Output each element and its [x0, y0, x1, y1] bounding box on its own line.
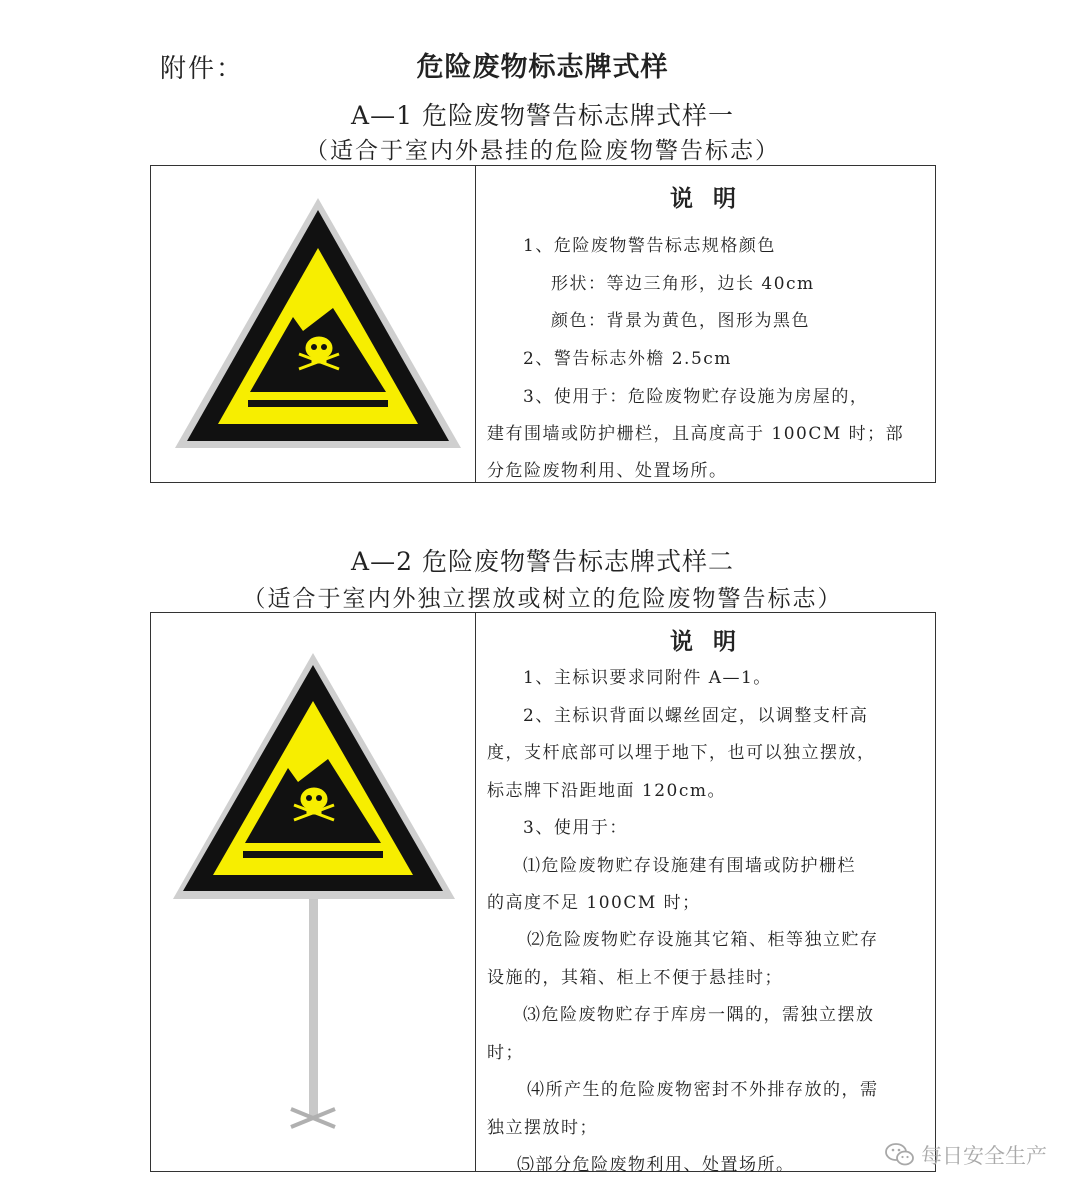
section2-line-3: 度，支杆底部可以埋于地下，也可以独立摆放， [487, 743, 876, 763]
section2-line-9: 设施的，其箱、柜上不便于悬挂时； [487, 968, 783, 988]
attachment-label: 附件： [160, 54, 245, 84]
section2-line-11: 时； [487, 1043, 524, 1063]
section1-line-5: 3、使用于：危险废物贮存设施为房屋的， [523, 387, 869, 407]
section2-line-1: 1、主标识要求同附件 A—1。 [523, 668, 772, 688]
watermark-text: 每日安全生产 [921, 1144, 1047, 1168]
section2-table [150, 612, 936, 1175]
section1-line-2: 形状：等边三角形，边长 40cm [551, 274, 815, 294]
section2-line-13: 独立摆放时； [487, 1118, 598, 1138]
section2-line-4: 标志牌下沿距地面 120cm。 [487, 781, 726, 801]
section2-line-10: ⑶危险废物贮存于库房一隅的，需独立摆放 [523, 1005, 875, 1025]
section1-subtitle: （适合于室内外悬挂的危险废物警告标志） [305, 138, 780, 164]
section2-line-12: ⑷所产生的危险废物密封不外排存放的，需 [527, 1080, 879, 1100]
section2-line-14: ⑸部分危险废物利用、处置场所。 [517, 1155, 795, 1175]
watermark [885, 1140, 1047, 1170]
section1-heading: 说 明 [669, 186, 742, 212]
section2-heading: 说 明 [669, 629, 742, 655]
section1-line-3: 颜色：背景为黄色，图形为黑色 [551, 311, 810, 331]
section1-line-7: 分危险废物利用、处置场所。 [487, 461, 728, 481]
section2-divider [475, 613, 476, 1171]
section1-line-4: 2、警告标志外檐 2.5cm [523, 349, 732, 369]
section2-title: A—2 危险废物警告标志牌式样二 [351, 547, 734, 576]
section2-line-2: 2、主标识背面以螺丝固定，以调整支杆高 [523, 706, 869, 726]
section2-line-7: 的高度不足 100CM 时； [487, 893, 701, 913]
page-title: 危险废物标志牌式样 [416, 52, 669, 83]
standing-hazard-sign-icon [173, 651, 463, 1151]
section1-divider [475, 166, 476, 482]
section2-line-5: 3、使用于： [523, 818, 628, 838]
section2-line-8: ⑵危险废物贮存设施其它箱、柜等独立贮存 [527, 930, 879, 950]
section1-line-1: 1、危险废物警告标志规格颜色 [523, 236, 776, 256]
section1-title: A—1 危险废物警告标志牌式样一 [351, 101, 734, 130]
section2-subtitle: （适合于室内外独立摆放或树立的危险废物警告标志） [242, 586, 843, 612]
section2-line-6: ⑴危险废物贮存设施建有围墙或防护栅栏 [523, 856, 856, 876]
hazard-sign-icon [173, 196, 463, 451]
section1-table [150, 165, 936, 483]
wechat-icon [885, 1142, 915, 1168]
section1-line-6: 建有围墙或防护栅栏，且高度高于 100CM 时；部 [487, 424, 905, 444]
